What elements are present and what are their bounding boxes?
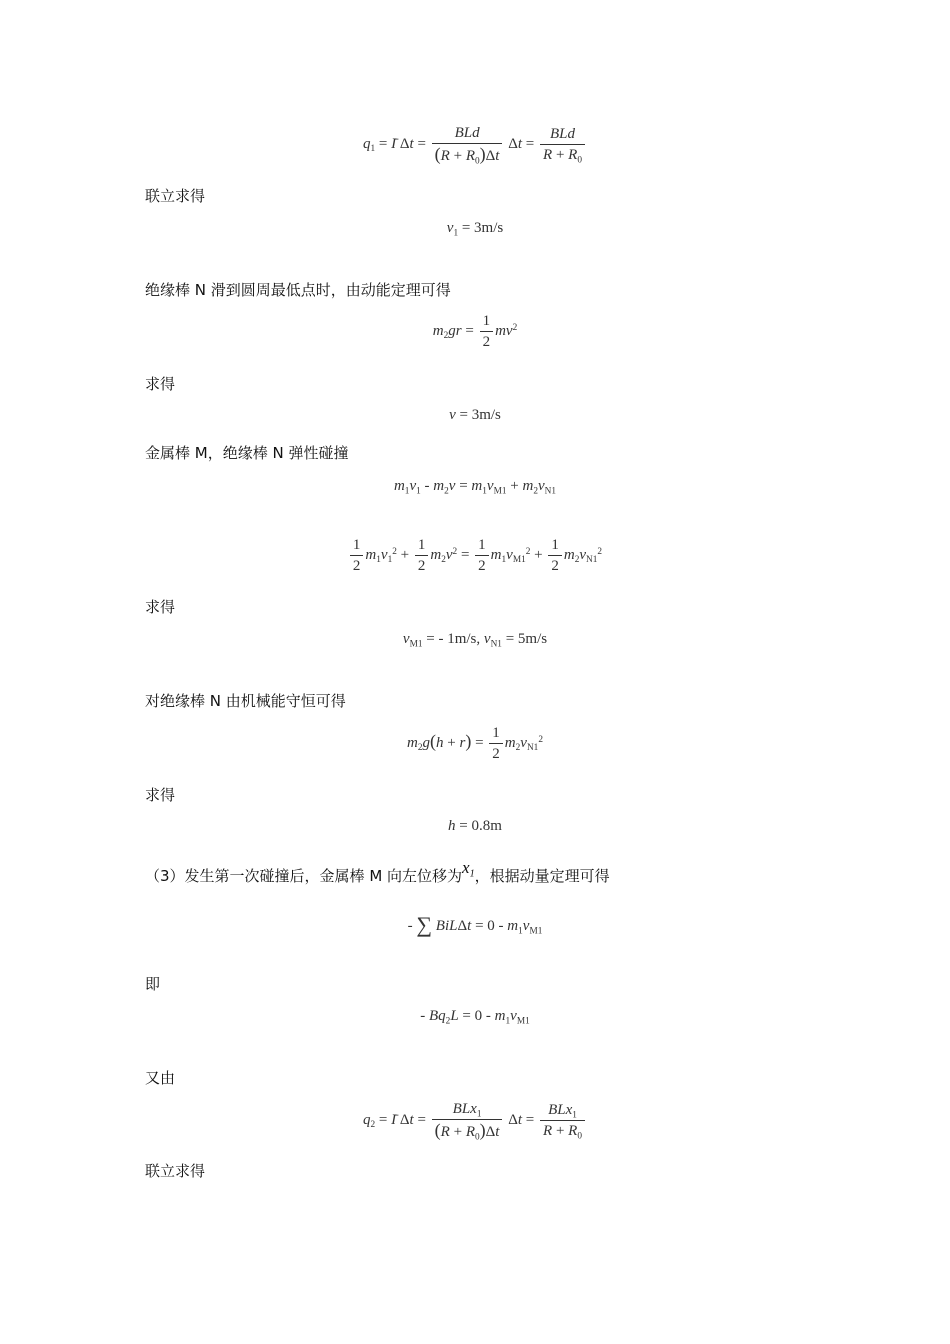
equation-energy: $m_2gr$ = $\frac{1}{2}$ $mv^2$ — [432, 313, 518, 350]
equation-q1: $q_1$ = Ī Δt = $\frac{\text{BLd}}{(R + R_0)\Delta t}$ Δt = $\frac{\text{BLd}}{R + R_0}$ — [0, 124, 950, 165]
equation-impulse: - ∑ $BiL\Delta t = 0 - m_1v_{M1}$ — [407, 912, 543, 937]
text-line: 求得 — [145, 598, 176, 616]
equation-h: h = 0.8m — [448, 818, 502, 834]
text-line: 求得 — [145, 786, 176, 804]
text-line: 联立求得 — [145, 1162, 206, 1180]
text-line: 联立求得 — [145, 187, 206, 205]
equation-bqL: - $Bq_2L = 0 - m_1v_{M1}$ — [420, 1008, 530, 1027]
text-line: 即 — [145, 975, 161, 993]
equation-v: v = 3m/s — [449, 407, 501, 423]
equation-q2: $q_2$ = Ī Δt = $\frac{BLx_1}{(R + R_0)\Delta t}$ Δt = $\frac{BLx_1}{R + R_0}$ — [0, 1100, 950, 1141]
text-line: 对绝缘棒 N 由机械能守恒可得 — [145, 692, 346, 710]
text-line: 金属棒 M，绝缘棒 N 弹性碰撞 — [145, 444, 349, 462]
text-line: 绝缘棒 N 滑到圆周最低点时，由动能定理可得 — [145, 281, 451, 299]
text-line: 求得 — [145, 375, 176, 393]
text-line — [145, 858, 610, 886]
equation-momentum: $m_1v_1 - m_2v = m_1v_{M1} + m_2v_{N1}$ — [393, 478, 557, 497]
equation-kinetic: $\frac{1}{2}$ $m_1v_1^2$ + $\frac{1}{2}$ $m_2v^2$ = $\frac{1}{2}$ $m_1v_{M1}^2$ + $\frac{1}{2}$ $m_2v_{N1}^2$ — [0, 536, 950, 575]
text-line: 又由 — [145, 1069, 176, 1087]
equation-v1: $v_1 = 3m/s$ — [446, 220, 504, 239]
variable-x1: $x_1$ — [462, 858, 475, 880]
equation-velocities: $v_{M1}$ = - 1m/s, $v_{N1} = 5m/s$ — [402, 631, 548, 650]
text-part: （3）发生第一次碰撞后，金属棒 M 向左位移为 — [145, 867, 463, 885]
text-part: ，根据动量定理可得 — [474, 867, 610, 885]
equation-mechanical-energy: $m_2g(h + r)$ = $\frac{1}{2}$ $m_2v_{N1}^2$ — [407, 725, 543, 762]
